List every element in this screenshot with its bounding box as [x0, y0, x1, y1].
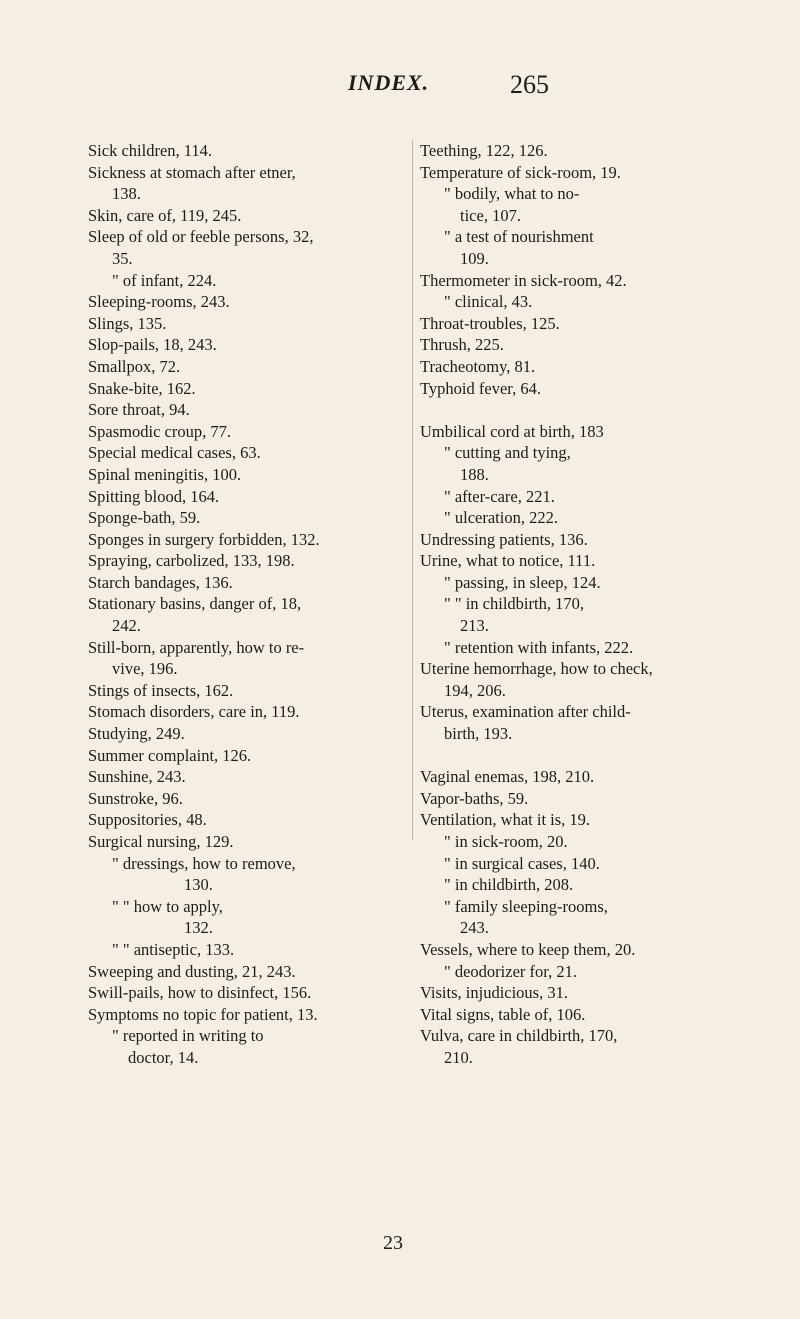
- index-entry: Spraying, carbolized, 133, 198.: [88, 551, 295, 571]
- index-entry: Slings, 135.: [88, 313, 167, 333]
- index-entry: Sickness at stomach after etner,: [88, 162, 296, 182]
- index-entry: Sick children, 114.: [88, 141, 213, 160]
- index-subentry: " ulceration, 222.: [444, 508, 558, 528]
- index-entry: Sunstroke, 96.: [88, 788, 183, 808]
- signature-mark: 23: [383, 1232, 403, 1254]
- index-entry: Stationary basins, danger of, 18,: [88, 594, 302, 614]
- index-entry: Typhoid fever, 64.: [420, 378, 541, 398]
- index-entry-continuation: 132.: [184, 918, 213, 938]
- index-entry: Special medical cases, 63.: [88, 443, 261, 463]
- index-entry: Uterine hemorrhage, how to check,: [420, 659, 653, 679]
- index-entry: Stings of insects, 162.: [88, 680, 234, 700]
- index-entry: Symptoms no topic for patient, 13.: [88, 1004, 318, 1024]
- index-entry: Thrush, 225.: [420, 335, 504, 355]
- index-entry: Urine, what to notice, 111.: [420, 551, 596, 571]
- index-entry: Throat-troubles, 125.: [420, 313, 560, 333]
- index-entry-continuation: 213.: [460, 616, 489, 636]
- index-entry: Spinal meningitis, 100.: [88, 464, 242, 484]
- index-entry: Starch bandages, 136.: [88, 572, 233, 592]
- index-entry-continuation: 243.: [460, 918, 489, 938]
- index-entry: Vital signs, table of, 106.: [420, 1004, 586, 1024]
- section-spacer: [420, 399, 720, 421]
- index-subentry: " of infant, 224.: [112, 270, 217, 290]
- index-entry-continuation: 210.: [444, 1047, 473, 1067]
- index-subentry: " family sleeping-rooms,: [444, 896, 608, 916]
- index-subentry: " cutting and tying,: [444, 443, 571, 463]
- index-entry: Vessels, where to keep them, 20.: [420, 939, 636, 959]
- index-entry: Sore throat, 94.: [88, 400, 190, 420]
- index-subentry: " passing, in sleep, 124.: [444, 572, 601, 592]
- index-entry-continuation: 130.: [184, 875, 213, 895]
- index-entry: Undressing patients, 136.: [420, 529, 588, 549]
- index-subentry: " bodily, what to no-: [444, 184, 580, 204]
- index-subentry: " in childbirth, 208.: [444, 875, 574, 895]
- index-entry: Suppositories, 48.: [88, 810, 207, 830]
- index-subentry: " " in childbirth, 170,: [444, 594, 584, 614]
- index-entry: Umbilical cord at birth, 183: [420, 421, 604, 441]
- index-entry-continuation: tice, 107.: [460, 205, 521, 225]
- index-entry: Thermometer in sick-room, 42.: [420, 270, 627, 290]
- index-subentry: " retention with infants, 222.: [444, 637, 634, 657]
- index-entry-continuation: 188.: [460, 464, 489, 484]
- index-entry: Summer complaint, 126.: [88, 745, 252, 765]
- index-entry: Slop-pails, 18, 243.: [88, 335, 217, 355]
- index-entry-continuation: 35.: [112, 248, 133, 268]
- index-entry: Skin, care of, 119, 245.: [88, 205, 242, 225]
- index-entry: Stomach disorders, care in, 119.: [88, 702, 300, 722]
- index-entry-continuation: 138.: [112, 184, 141, 204]
- index-subentry: " " antiseptic, 133.: [112, 939, 235, 959]
- index-entry: Spitting blood, 164.: [88, 486, 220, 506]
- index-entry: Ventilation, what it is, 19.: [420, 810, 591, 830]
- index-entry-continuation: 194, 206.: [444, 680, 506, 700]
- index-entry: Visits, injudicious, 31.: [420, 983, 568, 1003]
- index-entry: Still-born, apparently, how to re-: [88, 637, 305, 657]
- index-subentry: " deodorizer for, 21.: [444, 961, 577, 981]
- index-entry: Temperature of sick-room, 19.: [420, 162, 621, 182]
- index-subentry: " reported in writing to: [112, 1026, 264, 1046]
- index-entry: Sponge-bath, 59.: [88, 508, 201, 528]
- column-divider: [412, 140, 413, 840]
- index-entry-continuation: 242.: [112, 616, 141, 636]
- index-entry: Sunshine, 243.: [88, 767, 186, 787]
- index-entry: Sleeping-rooms, 243.: [88, 292, 230, 312]
- index-subentry: " in surgical cases, 140.: [444, 853, 600, 873]
- index-entry: Vapor-baths, 59.: [420, 788, 529, 808]
- index-entry: Snake-bite, 162.: [88, 378, 196, 398]
- index-entry: Sweeping and dusting, 21, 243.: [88, 961, 296, 981]
- index-entry-continuation: birth, 193.: [444, 724, 513, 744]
- index-subentry: " in sick-room, 20.: [444, 832, 568, 851]
- index-subentry: " clinical, 43.: [444, 292, 533, 312]
- index-column-left: [88, 140, 406, 1069]
- index-entry: Smallpox, 72.: [88, 356, 181, 376]
- section-spacer: [420, 745, 720, 767]
- index-entry: Spasmodic croup, 77.: [88, 421, 231, 441]
- index-entry: Vulva, care in childbirth, 170,: [420, 1026, 618, 1046]
- index-subentry: " " how to apply,: [112, 896, 223, 916]
- page-number: 265: [510, 70, 549, 99]
- index-entry: Sponges in surgery forbidden, 132.: [88, 529, 320, 549]
- index-subentry: " a test of nourishment: [444, 227, 594, 247]
- index-entry-continuation: 109.: [460, 248, 489, 268]
- index-entry-continuation: doctor, 14.: [128, 1047, 199, 1067]
- index-entry: Uterus, examination after child-: [420, 702, 631, 722]
- index-subentry: " dressings, how to remove,: [112, 853, 296, 873]
- index-entry: Sleep of old or feeble persons, 32,: [88, 227, 314, 247]
- index-entry: Teething, 122, 126.: [420, 141, 548, 160]
- index-entry: Vaginal enemas, 198, 210.: [420, 767, 595, 787]
- page-header: [0, 66, 800, 106]
- index-subentry: " after-care, 221.: [444, 486, 555, 506]
- index-entry: Studying, 249.: [88, 724, 185, 744]
- index-entry: Swill-pails, how to disinfect, 156.: [88, 983, 312, 1003]
- index-column-right: [420, 140, 720, 1069]
- index-entry: Surgical nursing, 129.: [88, 832, 234, 851]
- index-entry: Tracheotomy, 81.: [420, 356, 536, 376]
- index-entry-continuation: vive, 196.: [112, 659, 178, 679]
- running-title: INDEX.: [348, 70, 430, 95]
